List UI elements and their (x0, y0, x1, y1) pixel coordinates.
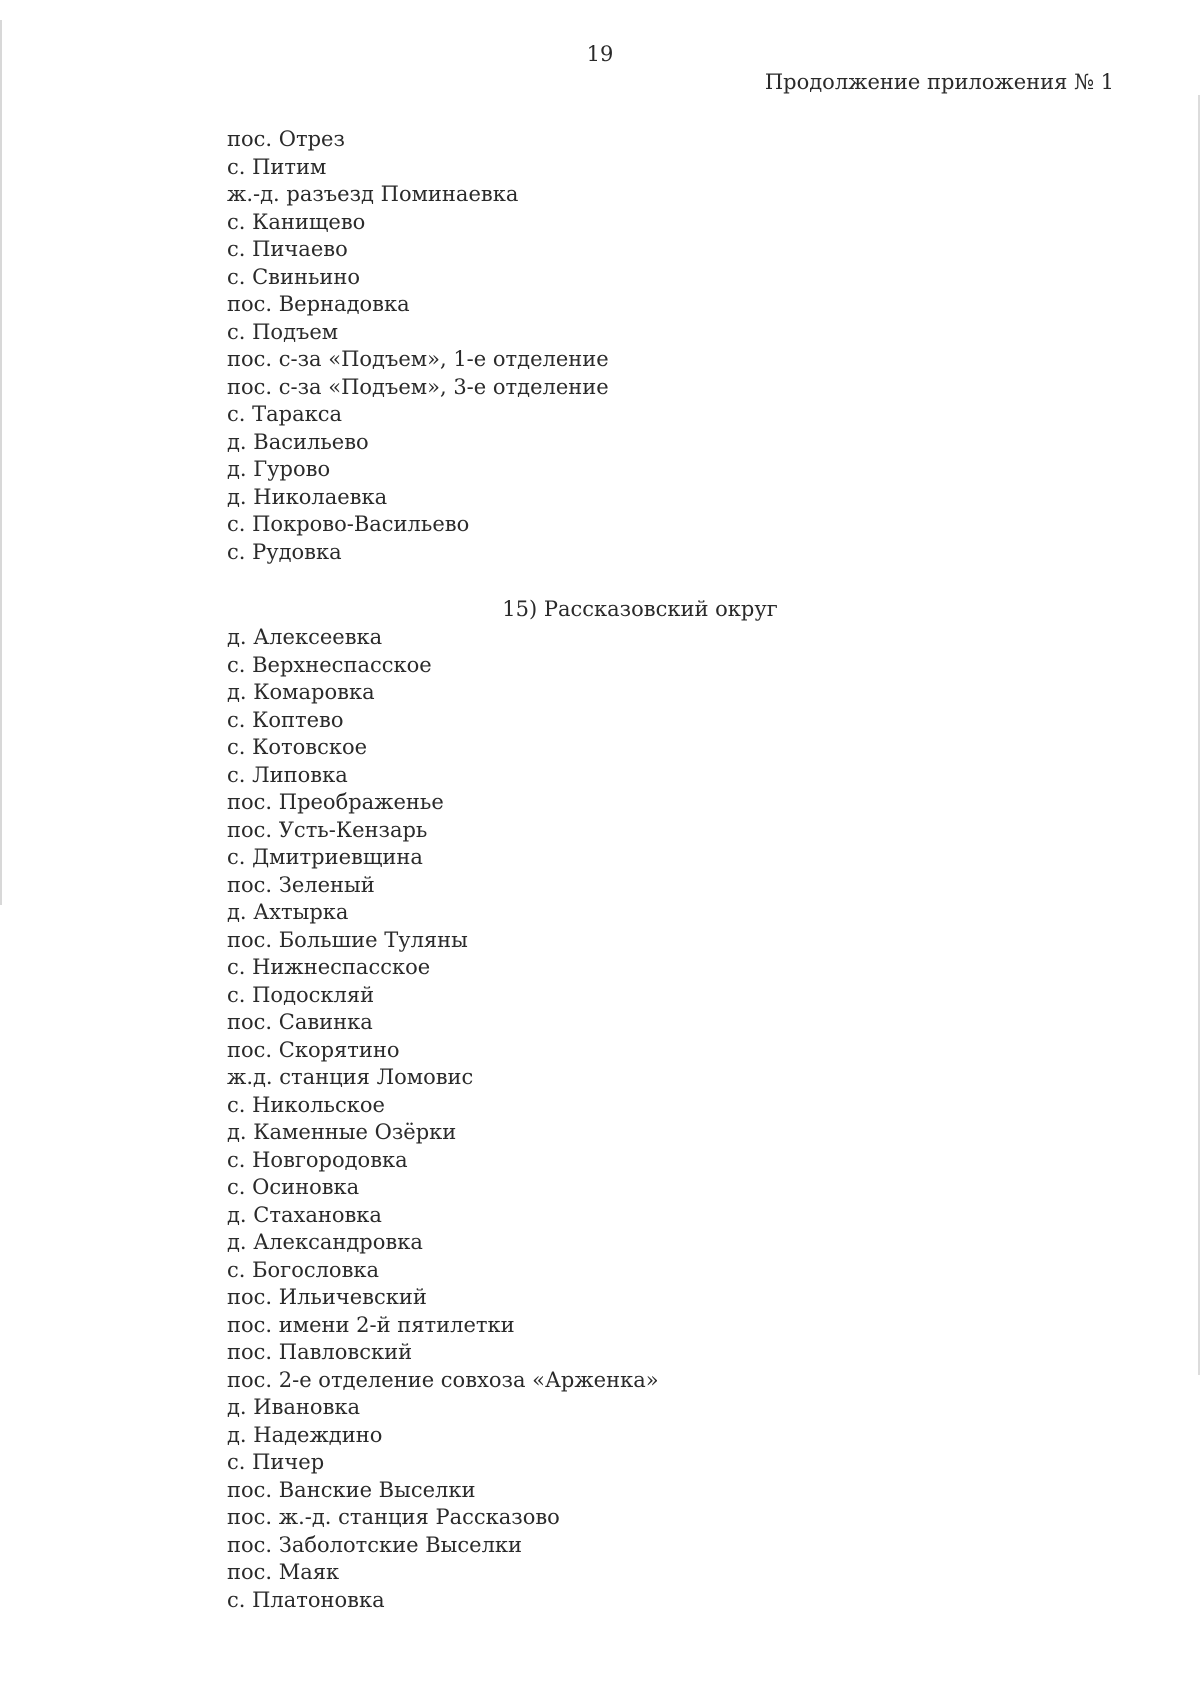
list-item: пос. Усть-Кензарь (227, 817, 428, 842)
list-item: с. Рудовка (227, 539, 342, 564)
list-item: д. Ивановка (227, 1395, 361, 1419)
scan-edge-left (0, 20, 2, 905)
list-item: с. Осиновка (227, 1175, 360, 1199)
list-item: пос. Павловский (227, 1340, 413, 1364)
list-item: с. Покрово-Васильево (227, 512, 470, 536)
list-item: с. Пичер (227, 1450, 325, 1474)
list-item: пос. Преображенье (227, 790, 444, 814)
list-item: ж.-д. разъезд Поминаевка (227, 182, 519, 206)
list-item: д. Алексеевка (227, 625, 383, 649)
list-item: с. Питим (227, 154, 327, 179)
list-item: д. Надеждино (227, 1422, 383, 1447)
list-item: с. Дмитриевщина (227, 845, 423, 869)
list-item: пос. ж.-д. станция Рассказово (227, 1505, 560, 1529)
list-item: с. Богословка (227, 1257, 380, 1282)
list-item: с. Таракса (227, 402, 343, 426)
list-item: с. Пичаево (227, 237, 348, 261)
list-item: пос. с-за «Подъем», 3-е отделение (227, 374, 609, 399)
list-item: с. Липовка (227, 762, 348, 787)
list-item: с. Коптево (227, 707, 344, 732)
list-item: д. Стахановка (227, 1202, 382, 1227)
list-item: пос. Маяк (227, 1560, 340, 1584)
continued-settlement-list (227, 126, 609, 566)
list-item: д. Гурово (227, 457, 331, 481)
list-item: пос. Заболотские Выселки (227, 1532, 523, 1557)
list-item: д. Николаевка (227, 484, 388, 509)
list-item: пос. 2-е отделение совхоза «Арженка» (227, 1367, 659, 1392)
list-item: пос. Савинка (227, 1010, 373, 1034)
list-item: пос. Большие Туляны (227, 927, 468, 952)
list-item: д. Александровка (227, 1230, 423, 1254)
list-item: пос. с-за «Подъем», 1-е отделение (227, 347, 609, 371)
list-item: с. Верхнеспасское (227, 652, 432, 677)
list-item: д. Васильево (227, 429, 369, 454)
list-item: с. Котовское (227, 735, 368, 759)
list-item: пос. имени 2-й пятилетки (227, 1312, 515, 1337)
list-item: д. Комаровка (227, 680, 375, 704)
page-number: 19 (586, 42, 614, 66)
section-settlement-list (227, 624, 659, 1614)
list-item: пос. Ванские Выселки (227, 1477, 476, 1502)
list-item: пос. Скорятино (227, 1037, 400, 1062)
list-item: пос. Ильичевский (227, 1285, 427, 1309)
section-heading: 15) Рассказовский округ (502, 597, 778, 621)
list-item: пос. Зеленый (227, 872, 375, 897)
list-item: с. Никольское (227, 1092, 385, 1117)
list-item: с. Нижнеспасское (227, 955, 431, 979)
list-item: с. Свиньино (227, 264, 361, 289)
list-item: пос. Вернадовка (227, 292, 410, 316)
list-item: с. Подъем (227, 319, 339, 344)
list-item: с. Платоновка (227, 1587, 385, 1612)
list-item: д. Ахтырка (227, 900, 349, 924)
list-item: с. Подоскляй (227, 982, 375, 1007)
list-item: д. Каменные Озёрки (227, 1120, 457, 1144)
list-item: с. Новгородовка (227, 1147, 408, 1172)
appendix-note: Продолжение приложения № 1 (764, 70, 1114, 94)
list-item: ж.д. станция Ломовис (227, 1065, 474, 1089)
list-item: с. Канищево (227, 209, 366, 234)
list-item: пос. Отрез (227, 127, 345, 151)
